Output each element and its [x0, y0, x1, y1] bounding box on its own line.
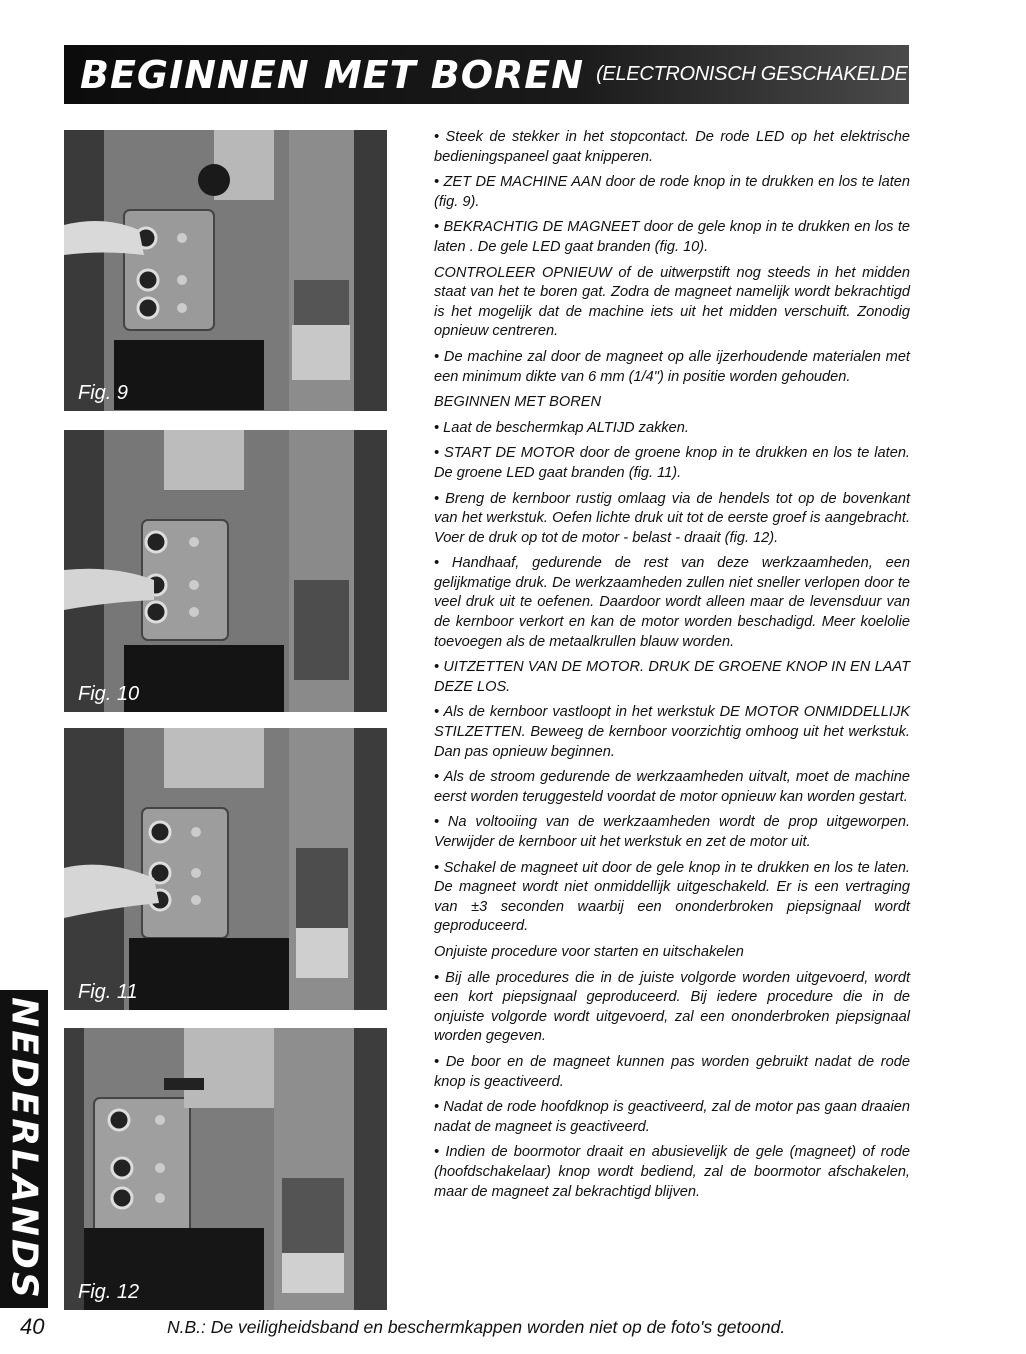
paragraph: • Breng de kernboor rustig omlaag via de hendels tot op de bovenkant van het werkstuk. Oefen lichte druk uit tot de eerste groef is aangebracht. Voer de druk op tot de motor - belast - draait (fig. 12). [434, 490, 910, 546]
figure-caption: Fig. 10 [78, 683, 140, 705]
paragraph: • Handhaaf, gedurende de rest van deze werkzaamheden, een gelijkmatige druk. De werkzaamheden zullen niet sneller verlopen door te veel druk uit te oefenen. Daardoor wordt alleen maar de levensduur van de kernboor verkort en kan de motor worden beschadigd. Meer koelolie toevoegen als de metaalkrullen blauw worden. [434, 555, 910, 650]
figure-caption: Fig. 12 [78, 1281, 140, 1303]
paragraph: • De boor en de magneet kunnen pas worden gebruikt nadat de rode knop is geactiveerd. [434, 1053, 910, 1090]
page-number: 40 [20, 1314, 45, 1339]
paragraph: • BEKRACHTIG DE MAGNEET door de gele knop in te drukken en los te laten . De gele LED gaat branden (fig. 10). [434, 219, 910, 255]
paragraph: • UITZETTEN VAN DE MOTOR. DRUK DE GROENE KNOP IN EN LAAT DEZE LOS. [434, 659, 910, 695]
paragraph: CONTROLEER OPNIEUW of de uitwerpstift nog steeds in het midden staat van het te boren gat. Zodra de magneet namelijk wordt bekrachtigd is het mogelijk dat de machine iets uit het midden verschuift. Zonodig opnieuw centreren. [434, 264, 910, 340]
figure-10-photo [64, 430, 387, 712]
paragraph: • ZET DE MACHINE AAN door de rode knop in te drukken en los te laten (fig. 9). [434, 174, 910, 210]
page-header [64, 45, 1026, 104]
paragraph: • START DE MOTOR door de groene knop in te drukken en los te laten. De groene LED gaat branden (fig. 11). [434, 445, 910, 481]
language-tab [0, 990, 48, 1308]
drill-photo-illustration [64, 728, 387, 1010]
section-heading: BEGINNEN MET BOREN [434, 394, 602, 411]
drill-photo-illustration [64, 1028, 387, 1310]
page-title: BEGINNEN MET BOREN [80, 52, 585, 97]
figure-12-photo [64, 1028, 387, 1310]
paragraph: • Nadat de rode hoofdknop is geactiveerd, zal de motor pas gaan draaien nadat de magneet is geactiveerd. [434, 1099, 910, 1135]
paragraph: • Als de stroom gedurende de werkzaamheden uitvalt, moet de machine eerst worden teruggesteld voordat de motor opnieuw kan worden gestart. [434, 769, 910, 805]
drill-photo-illustration [64, 130, 387, 411]
drill-photo-illustration [64, 430, 387, 712]
paragraph: • Als de kernboor vastloopt in het werkstuk DE MOTOR ONMIDDELLIJK STILZETTEN. Beweeg de kernboor voorzichtig omhoog uit het werkstuk. Dan pas opnieuw beginnen. [434, 704, 910, 760]
page-subtitle: (ELECTRONISCH GESCHAKELDE BEDIENING) [596, 63, 1026, 85]
figure-11-photo [64, 728, 387, 1010]
language-label: NEDERLANDS [3, 997, 45, 1301]
paragraph: • Steek de stekker in het stopcontact. De rode LED op het elektrische bedieningspaneel gaat knipperen. [434, 129, 910, 165]
paragraph: • Laat de beschermkap ALTIJD zakken. [434, 419, 689, 436]
paragraph: • Indien de boormotor draait en abusievelijk de gele (magneet) of rode (hoofdschakelaar) knop wordt bediend, zal de boormotor afschakelen, maar de magneet zal bekrachtigd blijven. [434, 1144, 910, 1200]
figure-caption: Fig. 11 [78, 981, 138, 1003]
paragraph: • Bij alle procedures die in de juiste volgorde worden uitgevoerd, wordt een kort piepsignaal geproduceerd. Bij iedere procedure die in de onjuiste volgorde wordt uitgevoerd, zal een ononderbroken piepsignaal worden gegeven. [434, 969, 910, 1045]
paragraph: • Schakel de magneet uit door de gele knop in te drukken en los te laten. De magneet wordt niet onmiddellijk uitgeschakeld. Er is een vertraging van ±3 seconden waarbij een ononderbroken piepsignaal wordt geproduceerd. [434, 859, 910, 935]
paragraph: • De machine zal door de magneet op alle ijzerhoudende materialen met een minimum dikte van 6 mm (1/4") in positie worden gehouden. [434, 348, 910, 385]
footer-note: N.B.: De veiligheidsband en beschermkappen worden niet op de foto's getoond. [167, 1317, 786, 1337]
figure-caption: Fig. 9 [78, 382, 129, 404]
instructions-text [434, 128, 910, 1208]
section-heading: Onjuiste procedure voor starten en uitschakelen [434, 943, 744, 960]
paragraph: • Na voltooiing van de werkzaamheden wordt de prop uitgeworpen. Verwijder de kernboor uit het werkstuk en zet de motor uit. [434, 814, 910, 850]
figure-9-photo [64, 130, 387, 411]
